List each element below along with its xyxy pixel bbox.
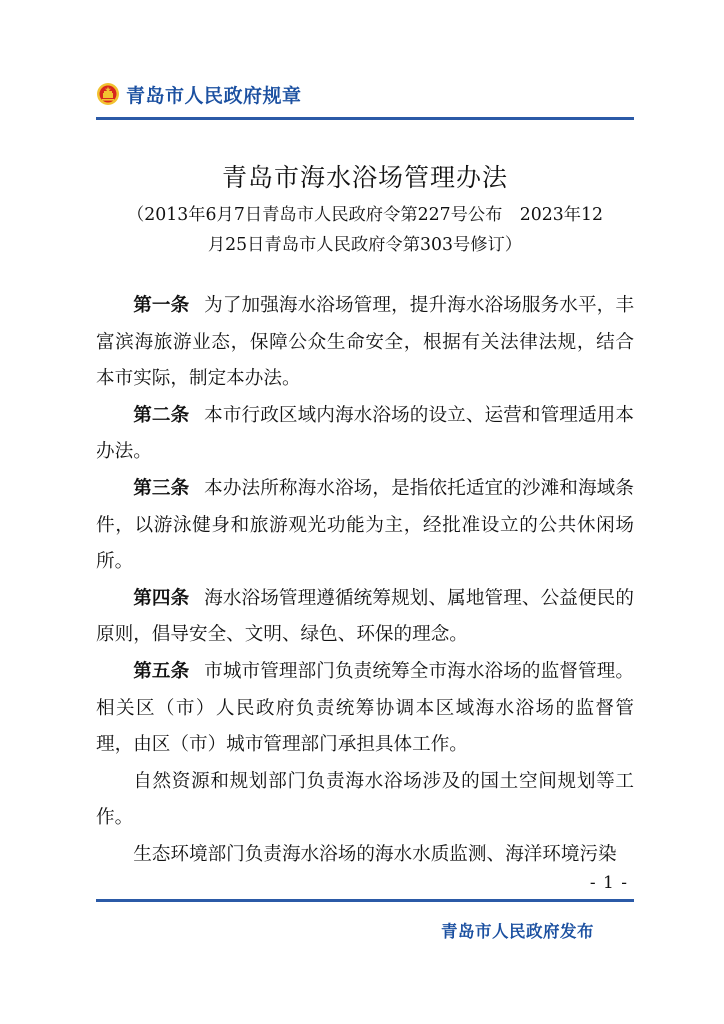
article-label: 第五条 — [133, 660, 190, 682]
article-2 — [96, 398, 634, 471]
article-text: 市城市管理部门负责统筹全市海水浴场的监督管理。相关区（市）人民政府负责统筹协调本区域海水浴场的监督管理，由区（市）城市管理部门承担具体工作。 — [96, 660, 634, 756]
footer-publisher: 青岛市人民政府发布 — [441, 922, 594, 941]
page-header — [96, 74, 302, 114]
paragraph: 生态环境部门负责海水浴场的海水水质监测、海洋环境污染 — [133, 843, 617, 865]
article-3 — [96, 471, 634, 581]
header-title: 青岛市人民政府规章 — [126, 84, 302, 107]
article-label: 第一条 — [133, 295, 190, 316]
article-text: 为了加强海水浴场管理，提升海水浴场服务水平，丰富滨海旅游业态，保障公众生命安全，根据有关法律法规，结合本市实际，制定本办法。 — [96, 295, 634, 390]
article-text: 本市行政区域内海水浴场的设立、运营和管理适用本办法。 — [96, 404, 634, 463]
national-emblem-icon — [96, 82, 120, 106]
document-subtitle — [100, 200, 630, 260]
article-label: 第四条 — [133, 587, 190, 609]
paragraph: 自然资源和规划部门负责海水浴场涉及的国土空间规划等工作。 — [96, 770, 634, 829]
document-title: 青岛市海水浴场管理办法 — [221, 163, 508, 192]
article-label: 第三条 — [133, 477, 190, 499]
article-5 — [96, 654, 634, 764]
article-4 — [96, 581, 634, 654]
article-text: 本办法所称海水浴场，是指依托适宜的沙滩和海域条件，以游泳健身和旅游观光功能为主，经批准设立的公共休闲场所。 — [96, 477, 634, 573]
article-text: 海水浴场管理遵循统筹规划、属地管理、公益便民的原则，倡导安全、文明、绿色、环保的理念。 — [96, 587, 634, 646]
subtitle-line-1: （2013年6月7日青岛市人民政府令第227号公布 2023年12 — [127, 205, 603, 225]
page-number: - 1 - — [589, 873, 628, 893]
article-label: 第二条 — [133, 404, 190, 426]
footer-divider — [96, 899, 634, 902]
article-1 — [96, 288, 634, 398]
document-body — [96, 288, 634, 874]
header-divider — [96, 117, 634, 120]
subtitle-line-2: 月25日青岛市人民政府令第303号修订） — [207, 235, 523, 255]
